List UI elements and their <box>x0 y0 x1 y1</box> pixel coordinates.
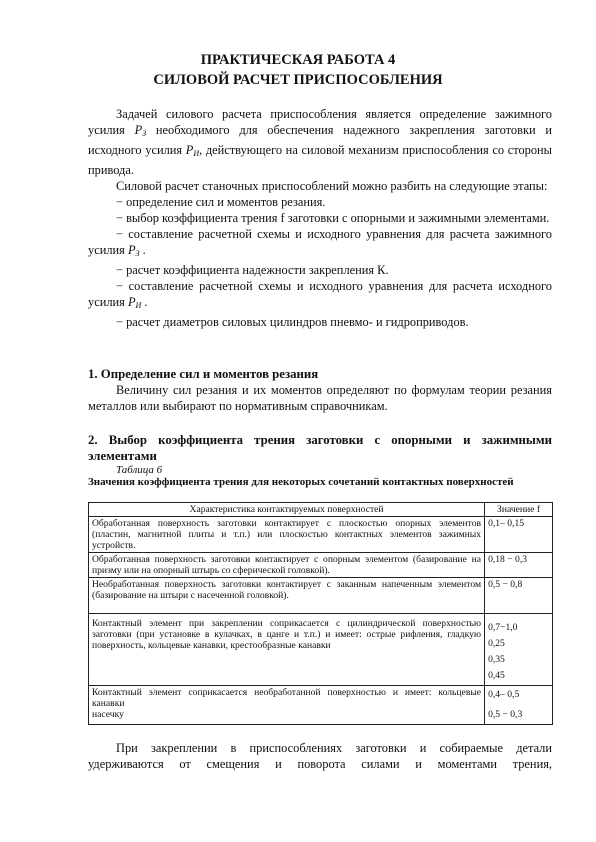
table-row <box>89 614 553 686</box>
section-1-heading: 1. Определение сил и моментов резания <box>88 367 319 381</box>
table-cell-value: 0,25 <box>488 638 505 649</box>
table-header: Характеристика контактируемых поверхностей <box>89 503 485 517</box>
page-title-line2: СИЛОВОЙ РАСЧЕТ ПРИСПОСОБЛЕНИЯ <box>153 72 443 88</box>
table-cell-value: 0,5 − 0,8 <box>485 578 553 614</box>
table-cell-value: 0,5 − 0,3 <box>488 709 523 720</box>
table-cell-value: 0,1– 0,15 <box>485 517 553 553</box>
table-row <box>89 578 553 614</box>
section-1 <box>88 366 552 414</box>
list-item: − составление расчетной схемы и исходного уравнения для расчета зажимного усилия $P_З$ . <box>88 227 552 258</box>
table-cell-values <box>485 614 553 686</box>
table-cell-desc: Контактный элемент соприкасается необработанной поверхностью и имеет: кольцевые канавки насечку <box>89 686 485 725</box>
table-row <box>89 686 553 725</box>
table-cell-value: 0,7−1,0 <box>488 622 518 633</box>
friction-table <box>88 502 553 725</box>
section-2-heading: 2. Выбор коэффициента трения заготовки с опорными и зажимными элементами <box>88 433 552 463</box>
list-item: − составление расчетной схемы и исходного уравнения для расчета исходного усилия $P_И$ . <box>88 279 552 310</box>
table-header-row <box>89 503 553 517</box>
section-1-text: Величину сил резания и их моментов определяют по формулам теории резания металлов или выбирают по нормативным справочникам. <box>88 383 552 413</box>
table-cell-desc: Необработанная поверхность заготовки контактирует с заканным напеченным элементом (базирование на штыри с насеченной головкой). <box>89 578 485 614</box>
table-title: Значения коэффициента трения для некоторых сочетаний контактных поверхностей <box>88 476 514 488</box>
intro-block <box>88 106 552 330</box>
table-row <box>89 517 553 553</box>
table-row <box>89 553 553 578</box>
intro-paragraph-2: Силовой расчет станочных приспособлений можно разбить на следующие этапы: <box>116 179 548 193</box>
table-number: Таблица 6 <box>116 464 163 476</box>
table-header: Значение f <box>485 503 553 517</box>
closing-block <box>88 740 552 772</box>
list-item: − расчет диаметров силовых цилиндров пневмо- и гидроприводов. <box>116 315 469 329</box>
table-cell-value: 0,45 <box>488 670 505 681</box>
list-item: − определение сил и моментов резания. <box>116 195 326 209</box>
table-cell-desc: Обработанная поверхность заготовки контактирует с плоскостью опорных элементов (пластин, магнитной плиты и т.п.) или плоскостью контактных элементов зажимных устройств. <box>89 517 485 553</box>
closing-paragraph: При закреплении в приспособлениях заготовки и собираемые детали удерживаются от смещения и поворота силами и моментами трения, <box>88 741 552 771</box>
table-cell-value: 0,4– 0,5 <box>488 689 520 700</box>
intro-paragraph-1: Задачей силового расчета приспособления является определение зажимного усилия $P_З$ необходимого для обеспечения надежного закрепления заготовки и исходного усилия $P_И$, действующего на силовой механизм приспособления со стороны привода. <box>88 107 552 177</box>
table-cell-desc: Обработанная поверхность заготовки контактирует с опорным элементом (базирование на призму или на опорный штырь со сферической головкой). <box>89 553 485 578</box>
table-cell-values <box>485 686 553 725</box>
page-title-line1: ПРАКТИЧЕСКАЯ РАБОТА 4 <box>200 52 396 68</box>
table-cell-value: 0,35 <box>488 654 505 665</box>
list-item: − выбор коэффициента трения f заготовки с опорными и зажимными элементами. <box>116 211 550 225</box>
table-cell-desc: Контактный элемент при закреплении соприкасается с цилиндрической поверхностью заготовки (при установке в кулачках, в цанге и т.п.) и имеет: острые рифления, гладкую поверхность, кольцевые канавки, крестообразные канавки <box>89 614 485 686</box>
list-item: − расчет коэффициента надежности закрепления К. <box>116 263 389 277</box>
table-caption <box>88 464 552 488</box>
table-cell-value: 0,18 − 0,3 <box>485 553 553 578</box>
section-2 <box>88 432 552 464</box>
